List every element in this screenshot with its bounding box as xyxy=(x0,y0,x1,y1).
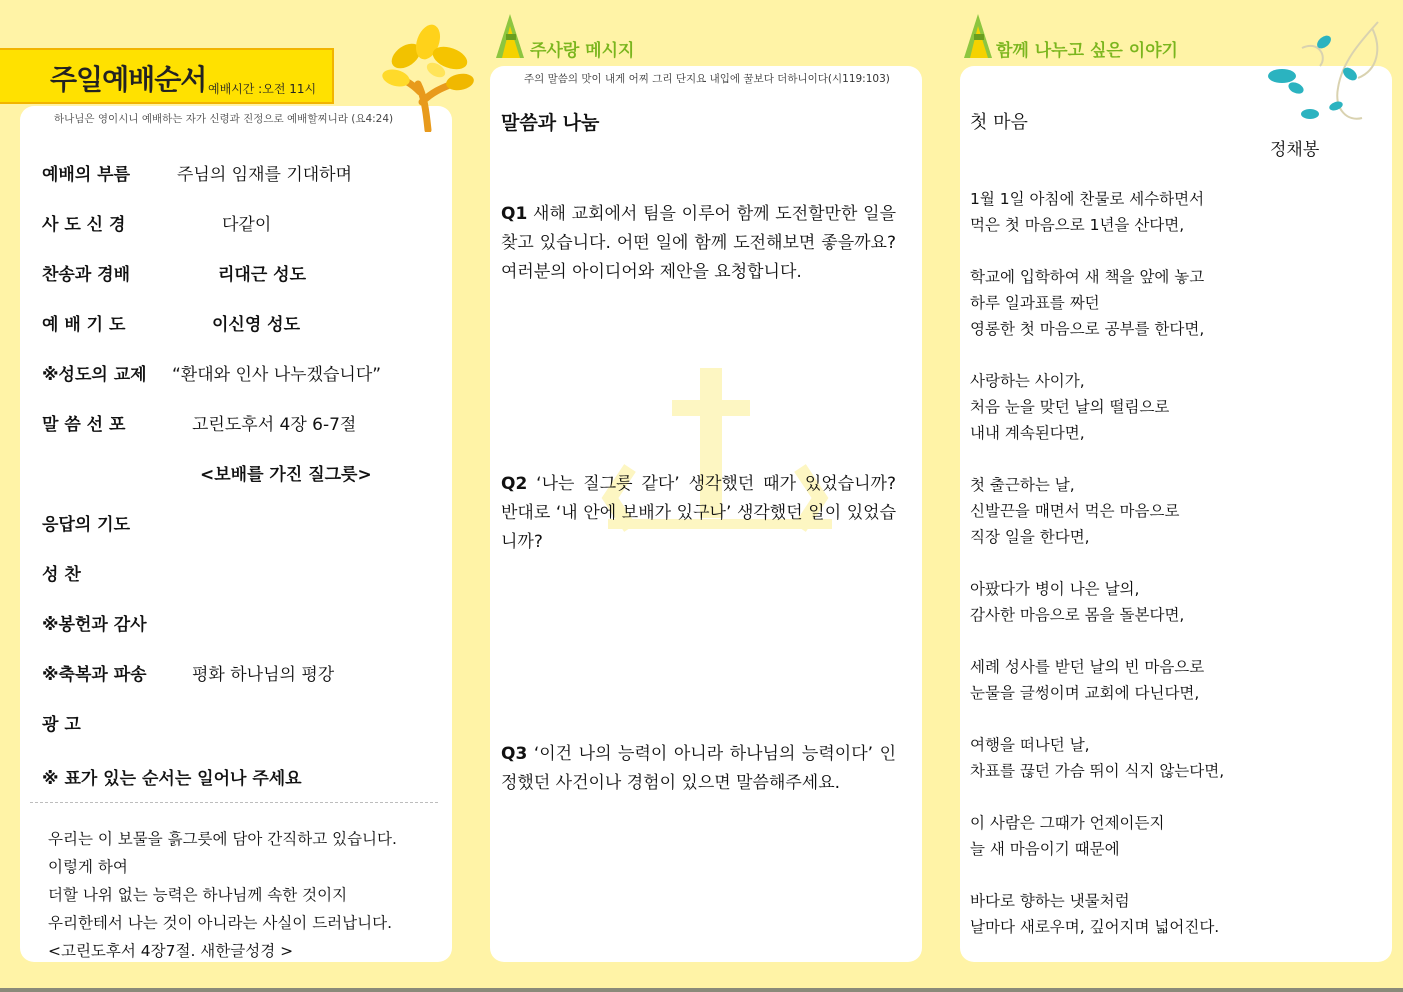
poem-body xyxy=(970,186,1370,966)
tree-logo-icon xyxy=(960,12,996,60)
scripture-passage: 우리는 이 보물을 흙그릇에 담아 간직하고 있습니다. 이렇게 하여 더할 나위 없는 능력은 하나님께 속한 것이지 우리한테서 나는 것이 아니라는 사실이 드러납니다. <고린도후서 4장7절. 새한글성경 > xyxy=(48,830,397,960)
poem-stanza: 바다로 향하는 냇물처럼 날마다 새로우며, 깊어지며 넓어진다. xyxy=(970,892,1220,936)
bottom-border xyxy=(0,988,1403,992)
poem-stanza: 학교에 입학하여 새 책을 앞에 놓고 하루 일과표를 짜던 영롱한 첫 마음으로 공부를 한다면, xyxy=(970,268,1205,338)
message-verse: 주의 말씀의 맛이 내게 어찌 그리 단지요 내입에 꿀보다 더하니이다(시119:103) xyxy=(524,73,890,85)
story-heading: 함께 나누고 싶은 이야기 xyxy=(996,41,1178,61)
poem-stanza: 여행을 떠나던 날, 차표를 끊던 가슴 뛰이 식지 않는다면, xyxy=(970,736,1225,780)
worship-verse: 하나님은 영이시니 예배하는 자가 신령과 진정으로 예배할찌니라 (요4:24) xyxy=(54,113,394,125)
page-title: 주일예배순서 xyxy=(50,63,207,96)
message-heading: 주사랑 메시지 xyxy=(530,41,635,61)
poem-stanza: 1월 1일 아침에 찬물로 세수하면서 먹은 첫 마음으로 1년을 산다면, xyxy=(970,190,1205,234)
question-2: Q2 ‘나는 질그릇 같다’ 생각했던 때가 있었습니까? 반대로 ‘내 안에 보배가 있구나’ 생각했던 일이 있었습니까? xyxy=(501,474,896,552)
poem-stanza: 아팠다가 병이 나은 날의, 감사한 마음으로 몸을 돌본다면, xyxy=(970,580,1185,624)
question-1: Q1 새해 교회에서 팀을 이루어 함께 도전할만한 일을 찾고 있습니다. 어떤 일에 함께 도전해보면 좋을까요? 여러분의 아이디어와 제안을 요청합니다. xyxy=(501,204,896,282)
poem-stanza: 사랑하는 사이가, 처음 눈을 맞던 날의 떨림으로 내내 계속된다면, xyxy=(970,372,1170,442)
poem-stanza: 세례 성사를 받던 날의 빈 마음으로 눈물을 글썽이며 교회에 다닌다면, xyxy=(970,658,1205,702)
tree-logo-icon xyxy=(492,12,528,60)
divider xyxy=(30,802,438,803)
poem-title: 첫 마음 xyxy=(970,112,1028,133)
question-3: Q3 ‘이건 나의 능력이 아니라 하나님의 능력이다’ 인정했던 사건이나 경험이 있으면 말씀해주세요. xyxy=(501,744,897,793)
service-time: 예배시간 :오전 11시 xyxy=(208,82,317,96)
flourish-icon xyxy=(1262,18,1396,128)
sharing-title: 말씀과 나눔 xyxy=(501,112,600,134)
poem-stanza: 첫 출근하는 날, 신발끈을 매면서 먹은 마음으로 직장 일을 한다면, xyxy=(970,476,1180,546)
poem-stanza: 이 사람은 그때가 언제이든지 늘 새 마음이기 때문에 xyxy=(970,814,1165,858)
tree-icon xyxy=(366,22,476,132)
poem-author: 정채봉 xyxy=(1270,140,1320,160)
